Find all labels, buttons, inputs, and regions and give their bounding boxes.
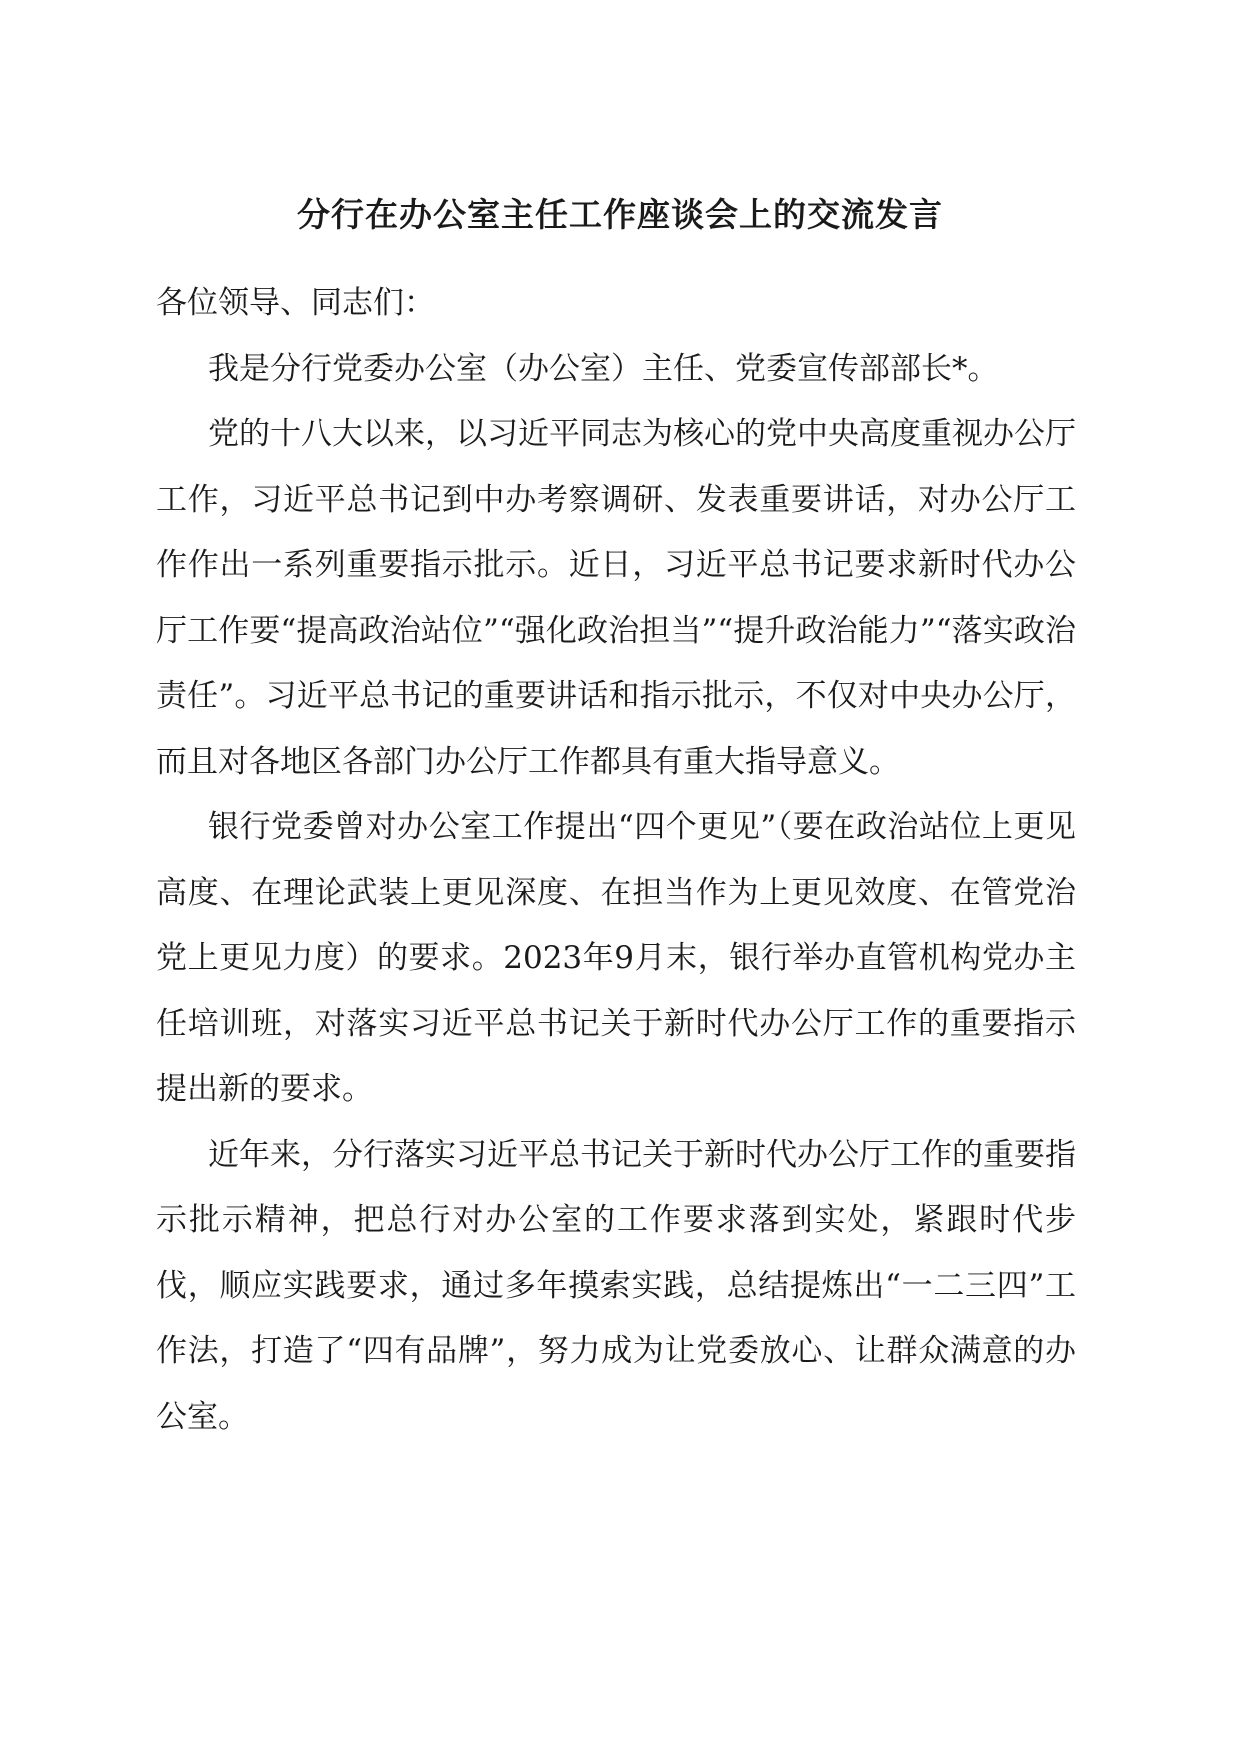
document-title: 分行在办公室主任工作座谈会上的交流发言 [297, 195, 943, 234]
document-body [156, 271, 1076, 1450]
paragraph-requirements: 银行党委曾对办公室工作提出“四个更见”（要在政治站位上更见高度、在理论武装上更见深度、在担当作为上更见效度、在管党治党上更见力度）的要求。2023年9月末，银行举办直管机构党办主任培训班，对落实习近平总书记关于新时代办公厅工作的重要指示提出新的要求。 [156, 809, 1076, 1107]
paragraph-intro: 我是分行党委办公室（办公室）主任、党委宣传部部长*。 [208, 350, 999, 387]
salutation: 各位领导、同志们： [156, 285, 435, 321]
paragraph-background: 党的十八大以来，以习近平同志为核心的党中央高度重视办公厅工作，习近平总书记到中办考察调研、发表重要讲话，对办公厅工作作出一系列重要指示批示。近日，习近平总书记要求新时代办公厅工作要“提高政治站位”“强化政治担当”“提升政治能力”“落实政治责任”。习近平总书记的重要讲话和指示批示，不仅对中央办公厅，而且对各地区各部门办公厅工作都具有重大指导意义。 [156, 416, 1076, 780]
paragraph-practice: 近年来，分行落实习近平总书记关于新时代办公厅工作的重要指示批示精神，把总行对办公室的工作要求落到实处，紧跟时代步伐，顺应实践要求，通过多年摸索实践，总结提炼出“一二三四”工作法，打造了“四有品牌”，努力成为让党委放心、让群众满意的办公室。 [156, 1136, 1076, 1435]
